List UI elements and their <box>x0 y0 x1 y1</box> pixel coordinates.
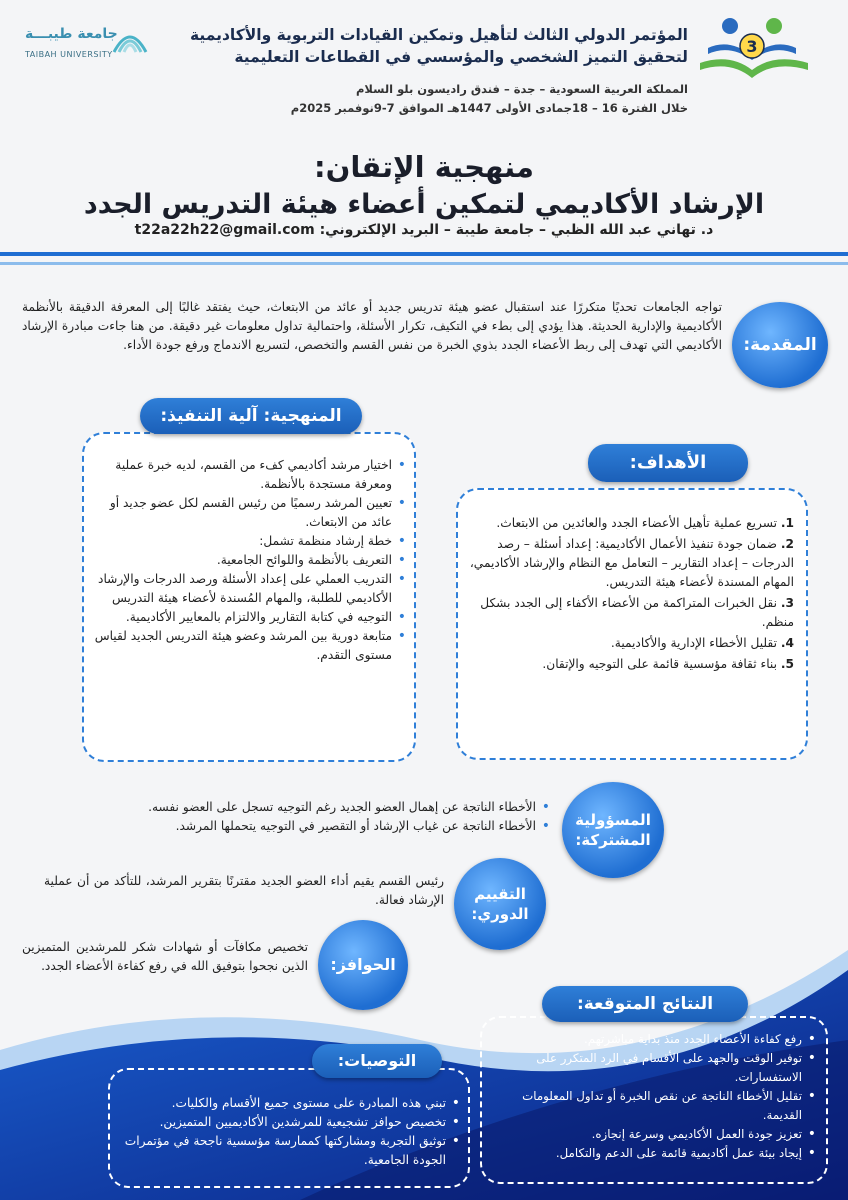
list-item: • الأخطاء الناتجة عن إهمال العضو الجديد رغم التوجيه تسجل على العضو نفسه. <box>80 798 550 817</box>
goal-number: 3. <box>780 596 794 610</box>
list-item: • الأخطاء الناتجة عن غياب الإرشاد أو التقصير في التوجيه يتحملها المرشد. <box>80 817 550 836</box>
goal-text: ضمان جودة تنفيذ الأعمال الأكاديمية: إعداد أسئلة – رصد الدرجات – إعداد التقارير – التعامل مع النظام والإرشاد الأكاديمي، المهام المسندة لأعضاء هيئة التدريس. <box>469 537 794 589</box>
conference-details <box>128 80 688 118</box>
goal-text: تسريع عملية تأهيل الأعضاء الجدد والعائدين من الابتعاث. <box>496 516 777 530</box>
list-item: • إيجاد بيئة عمل أكاديمية قائمة على الدعم والتكامل. <box>490 1144 816 1163</box>
methodology-label: المنهجية: آلية التنفيذ: <box>140 398 362 434</box>
list-item <box>468 634 794 653</box>
evaluation-text: رئيس القسم يقيم أداء العضو الجديد مقترنًا بتقرير المرشد، للتأكد من أن عملية الإرشاد فعالة. <box>44 874 444 907</box>
incentives-text: تخصيص مكافآت أو شهادات شكر للمرشدين المتميزين الذين نجحوا بتوفيق الله في رفع كفاءة الأعضاء الجدد. <box>22 940 308 973</box>
list-item: • متابعة دورية بين المرشد وعضو هيئة التدريس الجديد لقياس مستوى التقدم. <box>94 627 406 665</box>
evaluation-label-line2: الدوري: <box>471 905 529 923</box>
conference-logo <box>690 8 820 93</box>
list-item: • التعريف بالأنظمة واللوائح الجامعية. <box>94 551 406 570</box>
intro-label: المقدمة: <box>732 302 828 388</box>
goal-text: بناء ثقافة مؤسسية قائمة على التوجيه والإتقان. <box>542 657 777 671</box>
responsibility-label-line2: المشتركة: <box>575 831 651 849</box>
author-line: د. تهاني عبد الله الظبي – جامعة طيبة – البريد الإلكتروني: t22a22h22@gmail.com <box>134 222 714 238</box>
responsibility-list <box>80 798 550 836</box>
list-item: • تبني هذه المبادرة على مستوى جميع الأقسام والكليات. <box>118 1094 460 1113</box>
list-item: • التوجيه في كتابة التقارير والالتزام بالمعايير الأكاديمية. <box>94 608 406 627</box>
list-item <box>468 514 794 533</box>
goal-text: تقليل الأخطاء الإدارية والأكاديمية. <box>610 636 777 650</box>
goal-text: نقل الخبرات المتراكمة من الأعضاء الأكفاء إلى الجدد بشكل منظم. <box>480 596 794 629</box>
list-item: • توثيق التجربة ومشاركتها كممارسة مؤسسية ناجحة في مؤتمرات الجودة الجامعية. <box>118 1132 460 1170</box>
poster-title <box>60 148 788 224</box>
recommendations-label: التوصيات: <box>312 1044 442 1078</box>
list-item: • رفع كفاءة الأعضاء الجدد منذ بداية مباشرتهم. <box>490 1030 816 1049</box>
conference-title-line1: المؤتمر الدولي الثالث لتأهيل وتمكين القيادات التربوية والأكاديمية <box>190 26 688 44</box>
conference-number: 3 <box>746 37 758 56</box>
university-name-en: TAIBAH UNIVERSITY <box>25 50 113 59</box>
incentives-label: الحوافز: <box>318 920 408 1010</box>
goal-number: 2. <box>780 537 794 551</box>
goals-label: الأهداف: <box>588 444 748 482</box>
list-item: • تقليل الأخطاء الناتجة عن نقص الخبرة أو تداول المعلومات القديمة. <box>490 1087 816 1125</box>
evaluation-label-line1: التقييم <box>474 885 526 903</box>
list-item: • توفير الوقت والجهد على الأقسام في الرد المتكرر على الاستفسارات. <box>490 1049 816 1087</box>
list-item <box>468 594 794 632</box>
header-divider <box>0 252 848 256</box>
list-item: • خطة إرشاد منظمة تشمل: <box>94 532 406 551</box>
list-item: • التدريب العملي على إعداد الأسئلة ورصد الدرجات والإرشاد الأكاديمي للطلبة، والمهام المُسندة لأعضاء هيئة التدريس <box>94 570 406 608</box>
goals-list <box>468 514 794 676</box>
conference-title <box>158 24 688 68</box>
list-item: • تعزيز جودة العمل الأكاديمي وسرعة إنجازه. <box>490 1125 816 1144</box>
goal-number: 5. <box>780 657 794 671</box>
list-item <box>468 655 794 674</box>
conference-location: المملكة العربية السعودية – جدة – فندق راديسون بلو السلام <box>355 82 688 96</box>
methodology-list <box>94 456 406 665</box>
responsibility-label-line1: المسؤولية <box>575 811 651 829</box>
goal-number: 4. <box>780 636 794 650</box>
responsibility-label <box>562 782 664 878</box>
list-item: • تعيين المرشد رسميًا من رئيس القسم لكل عضو جديد أو عائد من الابتعاث. <box>94 494 406 532</box>
list-item: • تخصيص حوافز تشجيعية للمرشدين الأكاديميين المتميزين. <box>118 1113 460 1132</box>
results-list <box>490 1030 816 1163</box>
conference-title-line2: لتحقيق التميز الشخصي والمؤسسي في القطاعات التعليمية <box>234 48 688 66</box>
list-item: • اختيار مرشد أكاديمي كفء من القسم، لديه خبرة عملية ومعرفة مستجدة بالأنظمة. <box>94 456 406 494</box>
university-name-ar: جامعة طيبـــة <box>25 26 118 42</box>
intro-text: تواجه الجامعات تحديًا متكررًا عند استقبال عضو هيئة تدريس جديد أو عائد من الابتعاث، حيث يفتقد غالبًا إلى المعرفة الدقيقة بالأنظمة الأكاديمية والإدارية الحديثة. هذا يؤدي إلى بطء في التكيف، تكرار الأسئلة، واحتمالية تداول معلومات غير دقيقة. من هنا جاءت مبادرة الإرشاد الأكاديمي التي تهدف إلى ربط الأعضاء الجدد بذوي الخبرة من نفس القسم والتخصص، لتسريع الاندماج ورفع جودة الأداء. <box>22 300 722 352</box>
poster-title-line1: منهجية الإتقان: <box>314 150 534 184</box>
results-label: النتائج المتوقعة: <box>542 986 748 1022</box>
poster-title-line2: الإرشاد الأكاديمي لتمكين أعضاء هيئة التدريس الجدد <box>83 189 765 220</box>
header-divider-light <box>0 262 848 265</box>
goal-number: 1. <box>780 516 794 530</box>
list-item <box>468 535 794 592</box>
conference-dates: خلال الفترة 16 – 18جمادى الأولى 1447هـ الموافق 7-9نوفمبر 2025م <box>290 101 688 115</box>
university-logo <box>25 22 150 72</box>
recommendations-list <box>118 1094 460 1170</box>
